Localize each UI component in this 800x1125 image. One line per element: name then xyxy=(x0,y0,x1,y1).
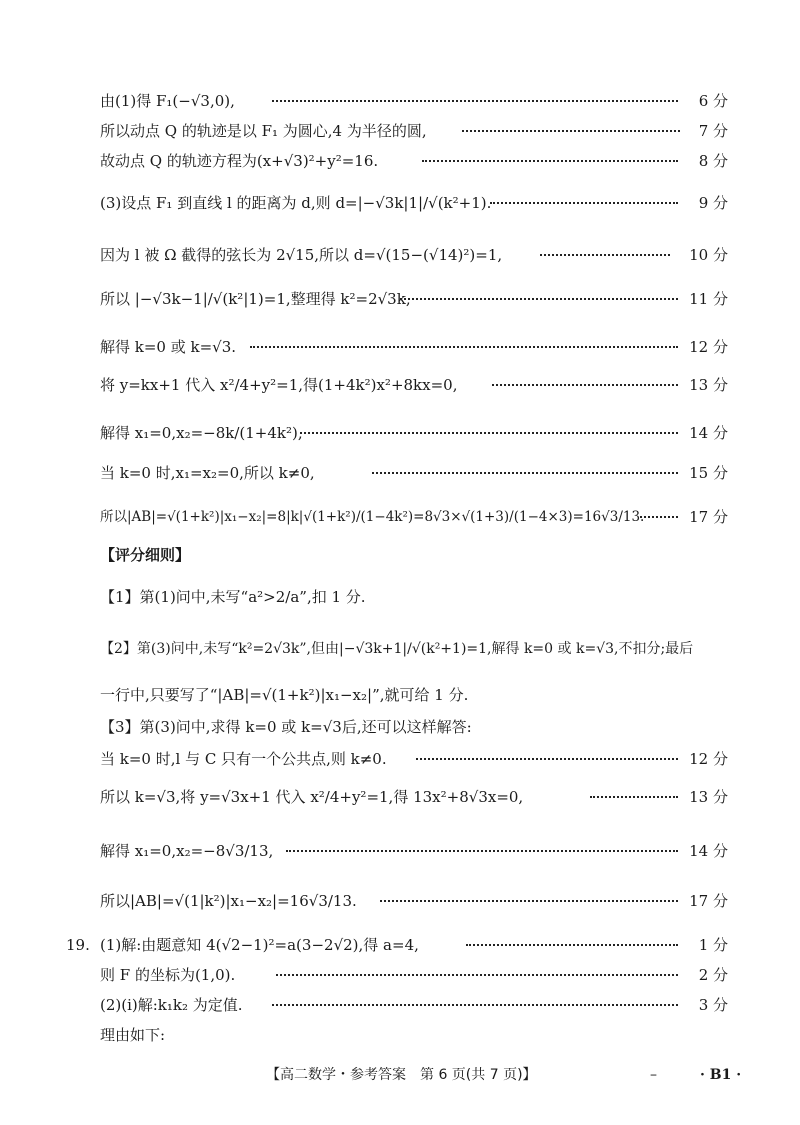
score-label: 17 分 xyxy=(689,892,728,910)
score-label: 8 分 xyxy=(698,152,728,170)
solution-line xyxy=(0,500,800,534)
dot-leader xyxy=(300,432,678,434)
solution-line xyxy=(0,742,800,776)
solution-line xyxy=(0,884,800,918)
score-label: 14 分 xyxy=(689,424,728,442)
line-text: 理由如下: xyxy=(100,1026,166,1044)
score-label: 12 分 xyxy=(689,338,728,356)
score-label: 9 分 xyxy=(698,194,728,212)
score-label: 14 分 xyxy=(689,842,728,860)
line-text: 当 k=0 时,l 与 C 只有一个公共点,则 k≠0. xyxy=(100,750,387,768)
rubric-line xyxy=(0,580,800,614)
score-label: 3 分 xyxy=(698,996,728,1014)
dot-leader xyxy=(462,130,680,132)
dot-leader xyxy=(380,900,678,902)
score-label: 11 分 xyxy=(689,290,728,308)
line-text: 当 k=0 时,x₁=x₂=0,所以 k≠0, xyxy=(100,464,315,482)
line-text: 将 y=kx+1 代入 x²/4+y²=1,得(1+4k²)x²+8kx=0, xyxy=(100,376,458,394)
dot-leader xyxy=(490,202,678,204)
solution-line xyxy=(0,988,800,1022)
dot-leader xyxy=(372,472,678,474)
dot-leader xyxy=(286,850,678,852)
solution-line xyxy=(0,330,800,364)
score-label: 7 分 xyxy=(698,122,728,140)
line-text: 所以动点 Q 的轨迹是以 F₁ 为圆心,4 为半径的圆, xyxy=(100,122,427,140)
solution-line xyxy=(0,84,800,118)
solution-line xyxy=(0,456,800,490)
dot-leader xyxy=(590,796,678,798)
line-text: 所以 k=√3,将 y=√3x+1 代入 x²/4+y²=1,得 13x²+8√3x=0, xyxy=(100,788,524,806)
line-text: 解得 x₁=0,x₂=−8k/(1+4k²), xyxy=(100,424,303,442)
line-text: 所以 |−√3k−1|/√(k²|1)=1,整理得 k²=2√3k, xyxy=(100,290,411,308)
dot-leader xyxy=(422,160,678,162)
rubric-text: 【3】第(3)问中,求得 k=0 或 k=√3后,还可以这样解答: xyxy=(100,718,472,736)
score-label: 15 分 xyxy=(689,464,728,482)
rubric-line xyxy=(0,710,800,744)
line-text: 因为 l 被 Ω 截得的弦长为 2√15,所以 d=√(15−(√14)²)=1, xyxy=(100,246,503,264)
page-code: · B1 · xyxy=(700,1067,742,1083)
solution-line xyxy=(0,144,800,178)
solution-line xyxy=(0,416,800,450)
line-text: (3)设点 F₁ 到直线 l 的距离为 d,则 d=|−√3k|1|/√(k²+1). xyxy=(100,194,492,212)
dot-leader xyxy=(272,1004,678,1006)
score-label: 13 分 xyxy=(689,376,728,394)
line-text: 解得 k=0 或 k=√3. xyxy=(100,338,237,356)
dot-leader xyxy=(272,100,678,102)
score-label: 2 分 xyxy=(698,966,728,984)
line-text: (2)(ⅰ)解:k₁k₂ 为定值. xyxy=(100,996,243,1014)
dot-leader xyxy=(276,974,678,976)
solution-line xyxy=(0,780,800,814)
dot-leader xyxy=(640,516,678,518)
solution-line xyxy=(0,928,800,962)
score-label: 6 分 xyxy=(698,92,728,110)
solution-line xyxy=(0,186,800,220)
solution-line xyxy=(0,958,800,992)
rubric-text: 【1】第(1)问中,未写“a²>2/a”,扣 1 分. xyxy=(100,588,366,606)
score-label: 17 分 xyxy=(689,508,728,526)
dot-leader xyxy=(250,346,678,348)
rubric-line xyxy=(0,632,800,666)
question-number: 19. xyxy=(66,936,90,954)
rubric-heading: 【评分细则】 xyxy=(100,546,191,564)
dot-leader xyxy=(466,944,678,946)
line-text: (1)解:由题意知 4(√2−1)²=a(3−2√2),得 a=4, xyxy=(100,936,419,954)
rubric-text: 一行中,只要写了“|AB|=√(1+k²)|x₁−x₂|”,就可给 1 分. xyxy=(100,686,469,704)
solution-line xyxy=(0,834,800,868)
line-text: 所以|AB|=√(1+k²)|x₁−x₂|=8|k|√(1+k²)/(1−4k²)=8√3×√(1+3)/(1−4×3)=16√3/13. xyxy=(100,509,645,525)
score-label: 12 分 xyxy=(689,750,728,768)
page-footer xyxy=(0,1060,800,1090)
solution-line xyxy=(0,238,800,272)
rubric-line xyxy=(0,678,800,712)
line-text: 解得 x₁=0,x₂=−8√3/13, xyxy=(100,842,274,860)
line-text: 所以|AB|=√(1|k²)|x₁−x₂|=16√3/13. xyxy=(100,892,357,910)
line-text: 故动点 Q 的轨迹方程为(x+√3)²+y²=16. xyxy=(100,152,379,170)
solution-line xyxy=(0,282,800,316)
score-label: 1 分 xyxy=(698,936,728,954)
dot-leader xyxy=(400,298,678,300)
footer-mark: – xyxy=(650,1067,657,1083)
score-label: 10 分 xyxy=(689,246,728,264)
dot-leader xyxy=(492,384,678,386)
line-text: 由(1)得 F₁(−√3,0), xyxy=(100,92,235,110)
rubric-heading-line xyxy=(0,538,800,572)
score-label: 13 分 xyxy=(689,788,728,806)
solution-line xyxy=(0,114,800,148)
dot-leader xyxy=(416,758,678,760)
footer-title: 【高二数学・参考答案 第 6 页(共 7 页)】 xyxy=(266,1067,537,1083)
rubric-text: 【2】第(3)问中,未写“k²=2√3k”,但由|−√3k+1|/√(k²+1)=1,解得 k=0 或 k=√3,不扣分;最后 xyxy=(100,641,694,657)
solution-line xyxy=(0,1018,800,1052)
dot-leader xyxy=(540,254,670,256)
solution-line xyxy=(0,368,800,402)
line-text: 则 F 的坐标为(1,0). xyxy=(100,966,236,984)
